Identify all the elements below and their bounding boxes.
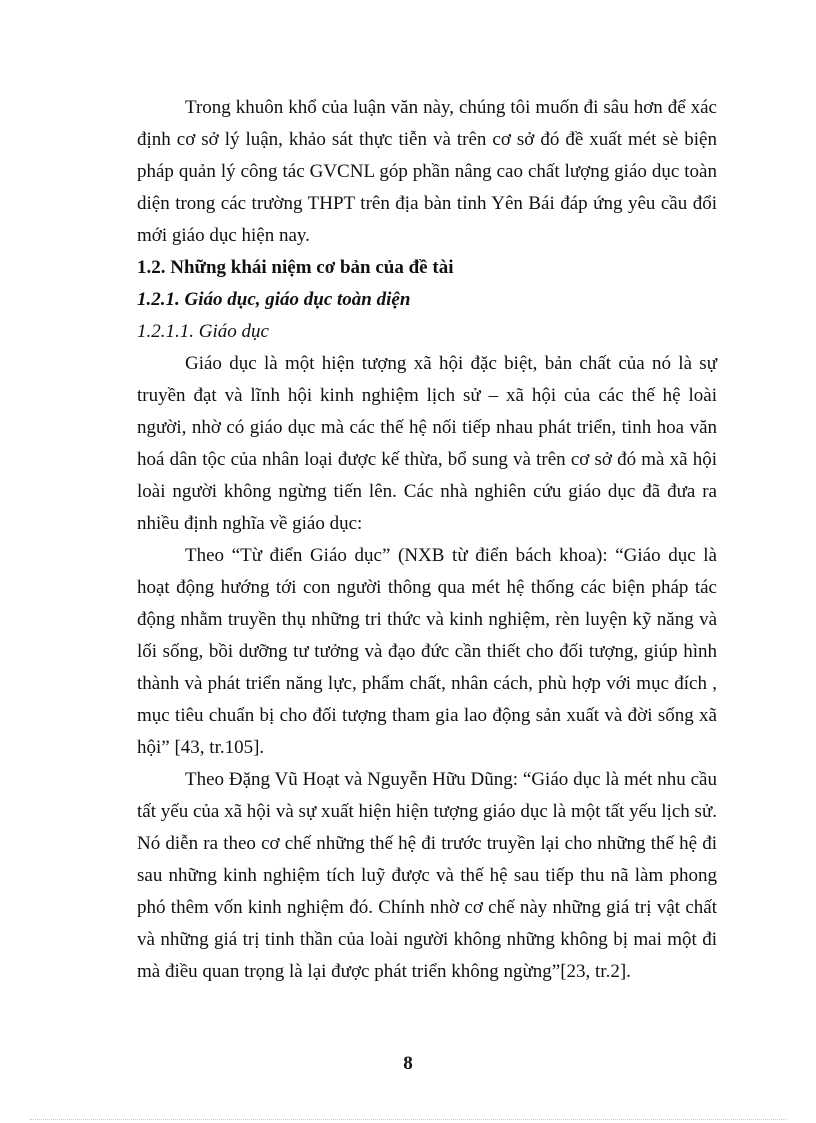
- hoat-dung-quote-paragraph: Theo Đặng Vũ Hoạt và Nguyễn Hữu Dũng: “Giáo dục là mét nhu cầu tất yếu của xã hội và sự xuất hiện hiện tượng giáo dục là một tất yếu lịch sử. Nó diễn ra theo cơ chế những thế hệ đi trước truyền lại cho những thế hệ đi sau những kinh nghiệm tích luỹ được và thế hệ sau tiếp thu nã làm phong phó thêm vốn kinh nghiệm đó. Chính nhờ cơ chế này những giá trị vật chất và những giá trị tinh thần của loài người không những không bị mai một đi mà điều quan trọng là lại được phát triển không ngừng”[23, tr.2].: [137, 769, 717, 982]
- page-number: 8: [403, 1053, 413, 1074]
- section-heading-1-2-1-1: 1.2.1.1. Giáo dục: [137, 321, 269, 342]
- intro-paragraph: Trong khuôn khổ của luận văn này, chúng tôi muốn đi sâu hơn để xác định cơ sở lý luận, khảo sát thực tiễn và trên cơ sở đó đề xuất mét sè biện pháp quản lý công tác GVCNL góp phần nâng cao chất lượng giáo dục toàn diện trong các trường THPT trên địa bàn tỉnh Yên Bái đáp ứng yêu cầu đổi mới giáo dục hiện nay.: [137, 97, 717, 246]
- dictionary-quote-paragraph: Theo “Từ điển Giáo dục” (NXB từ điển bách khoa): “Giáo dục là hoạt động hướng tới con người thông qua mét hệ thống các biện pháp tác động nhằm truyền thụ những tri thức và kinh nghiệm, rèn luyện kỹ năng và lối sống, bồi dưỡng tư tưởng và đạo đức cần thiết cho đối tượng, giúp hình thành và phát triển năng lực, phẩm chất, nhân cách, phù hợp với mục đích , mục tiêu chuẩn bị cho đối tượng tham gia lao động sản xuất và đời sống xã hội” [43, tr.105].: [137, 545, 717, 758]
- page-bottom-divider: [30, 1119, 786, 1120]
- section-heading-1-2: 1.2. Những khái niệm cơ bản của đề tài: [137, 257, 454, 278]
- page-body: [137, 92, 717, 988]
- section-heading-1-2-1: 1.2.1. Giáo dục, giáo dục toàn diện: [137, 289, 411, 310]
- definition-paragraph: Giáo dục là một hiện tượng xã hội đặc biệt, bản chất của nó là sự truyền đạt và lĩnh hội kinh nghiệm lịch sử – xã hội của các thế hệ loài người, nhờ có giáo dục mà các thế hệ nối tiếp nhau phát triển, tinh hoa văn hoá dân tộc của nhân loại được kế thừa, bổ sung và trên cơ sở đó mà xã hội loài người không ngừng tiến lên. Các nhà nghiên cứu giáo dục đã đưa ra nhiều định nghĩa về giáo dục:: [137, 353, 717, 534]
